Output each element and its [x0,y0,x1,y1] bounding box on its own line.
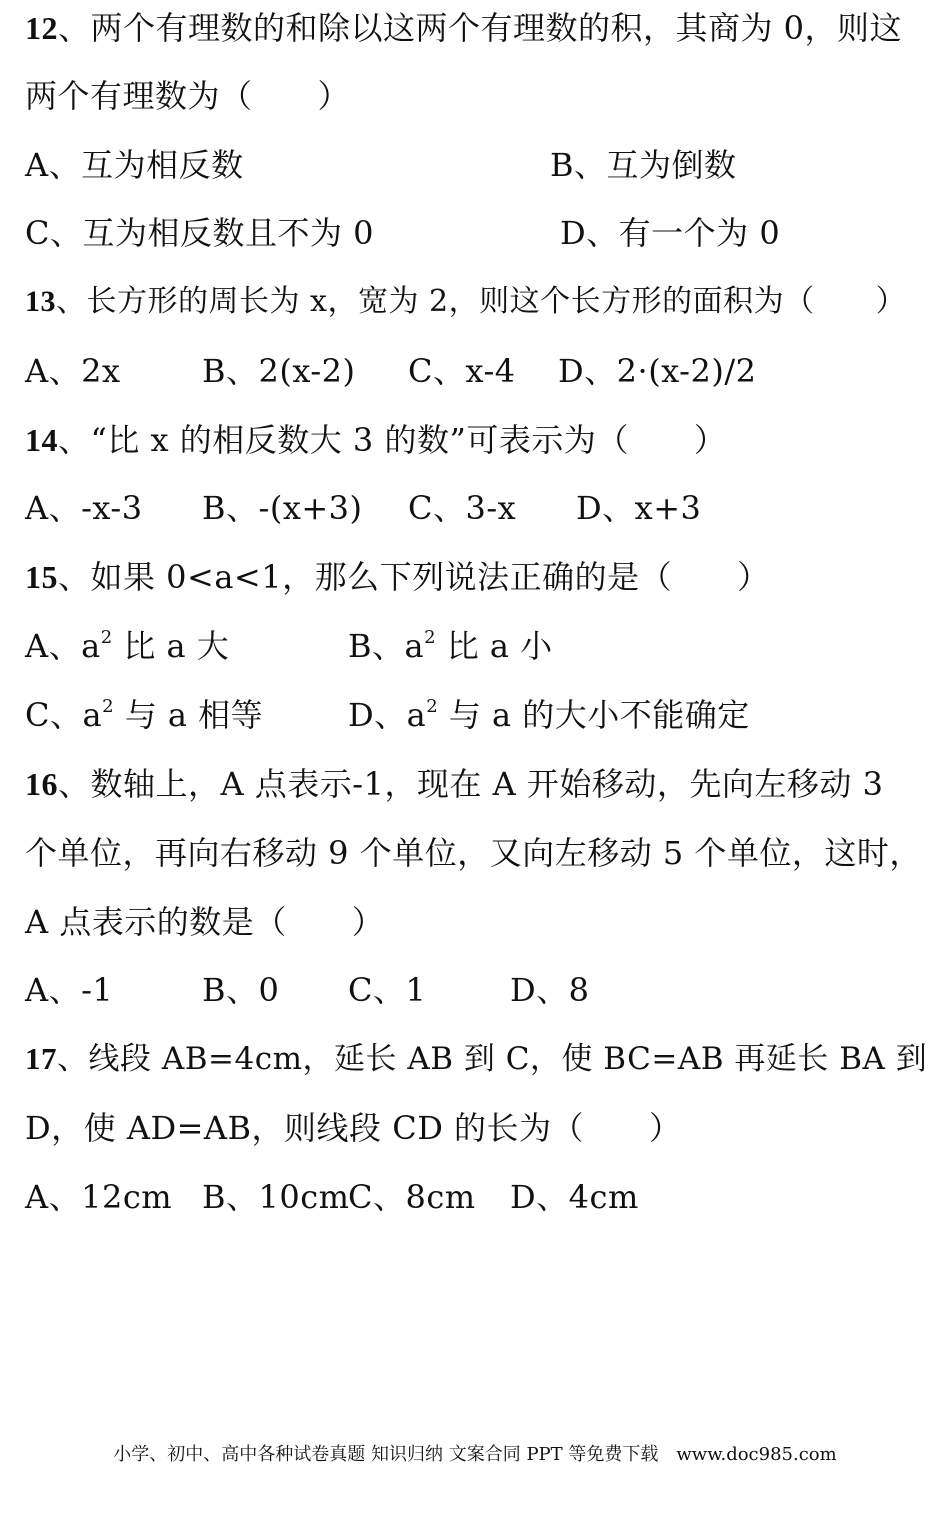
question-15-number: 15 [25,559,58,595]
question-16-stem-line-2: 个单位，再向右移动 9 个单位，又向左移动 5 个单位，这时， [25,834,922,872]
question-16-options [25,964,925,1016]
question-17-stem-line-1 [25,1033,927,1085]
question-16-text: 、数轴上，A 点表示-1，现在 A 开始移动，先向左移动 3 [58,765,884,803]
question-12-option-a: A、互为相反数 [25,146,244,184]
exponent-superscript: 2 [102,696,115,717]
question-14-stem [25,414,726,466]
question-15-option-d [348,689,750,741]
question-14-options [25,482,925,534]
footer-text: 小学、初中、高中各种试卷真题 知识归纳 文案合同 PPT 等免费下载 www.doc985.com [113,1444,837,1465]
question-16-option-c: C、1 [348,971,427,1009]
question-17-number: 17 [25,1041,57,1076]
exponent-superscript: 2 [100,627,113,648]
question-12-options-row-1 [25,139,925,191]
question-17-option-b: B、10cm [202,1178,350,1216]
question-15-stem [25,551,770,603]
question-12-number: 12 [25,10,58,46]
question-15-option-d-suffix: 与 a 的大小不能确定 [438,696,750,734]
exponent-superscript: 2 [424,627,437,648]
question-16-option-b: B、0 [202,971,280,1009]
question-14-text: 、“比 x 的相反数大 3 的数”可表示为（ ） [58,421,727,459]
question-13-option-d: D、2·(x-2)/2 [558,352,757,390]
question-15-option-b-suffix: 比 a 小 [436,627,553,665]
question-12-text: 、两个有理数的和除以这两个有理数的积，其商为 0，则这 [58,9,903,47]
question-17-option-c: C、8cm [348,1178,476,1216]
question-13-stem [25,276,906,328]
question-14-option-a: A、-x-3 [25,489,143,527]
question-13-option-a: A、2x [25,352,121,390]
question-14-option-c: C、3-x [408,489,517,527]
question-17-option-d: D、4cm [510,1178,639,1216]
question-12-stem-line-2: 两个有理数为（ ） [25,77,351,115]
question-17-option-a: A、12cm [25,1178,173,1216]
question-16-option-d: D、8 [510,971,590,1009]
question-15-option-c-prefix: C、a [25,696,103,734]
question-16-number: 16 [25,766,58,802]
question-12-option-b: B、互为倒数 [550,146,737,184]
question-15-option-b-prefix: B、a [348,627,425,665]
question-15-option-c [25,689,263,741]
question-17-text: 、线段 AB=4cm，延长 AB 到 C，使 BC=AB 再延长 BA 到 [57,1041,928,1077]
question-13-option-b: B、2(x-2) [202,352,356,390]
question-14-option-b: B、-(x+3) [202,489,363,527]
question-14-option-d: D、x+3 [576,489,702,527]
question-15-option-a [25,620,229,672]
question-12-option-d: D、有一个为 0 [560,214,781,252]
question-15-option-a-prefix: A、a [25,627,101,665]
question-13-text: 、长方形的周长为 x，宽为 2，则这个长方形的面积为（ ） [56,284,907,319]
question-15-options-row-2 [25,689,925,741]
exponent-superscript: 2 [426,696,439,717]
question-12-option-c: C、互为相反数且不为 0 [25,214,375,252]
question-13-number: 13 [25,285,56,318]
question-13-option-c: C、x-4 [408,352,516,390]
question-15-option-b [348,620,553,672]
question-15-option-a-suffix: 比 a 大 [112,627,230,665]
question-16-stem-line-3: A 点表示的数是（ ） [25,903,385,941]
question-16-option-a: A、-1 [25,971,114,1009]
question-17-options [25,1171,925,1223]
question-17-stem-line-2: D，使 AD=AB，则线段 CD 的长为（ ） [25,1109,682,1147]
question-13-options [25,345,925,397]
question-15-text: 、如果 0<a<1，那么下列说法正确的是（ ） [58,558,770,596]
question-12-options-row-2 [25,207,925,259]
question-15-options-row-1 [25,620,925,672]
question-15-option-c-suffix: 与 a 相等 [114,696,264,734]
question-12-stem-line-1 [25,2,902,54]
question-14-number: 14 [25,422,58,458]
question-16-stem-line-1 [25,758,883,810]
question-15-option-d-prefix: D、a [348,696,427,734]
